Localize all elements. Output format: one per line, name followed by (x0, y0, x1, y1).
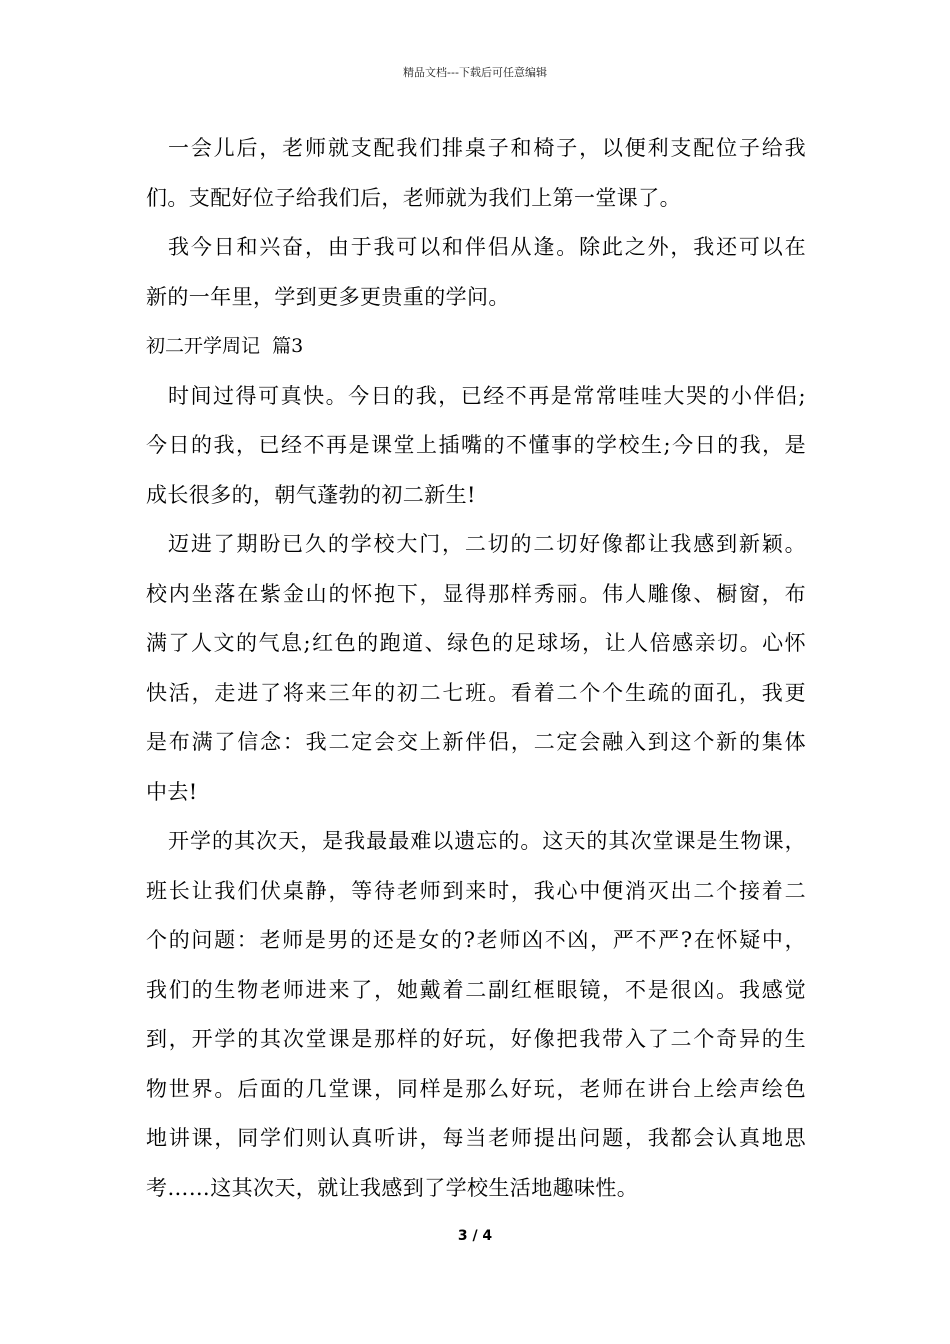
paragraph (146, 223, 806, 322)
text-line: 到，开学的其次堂课是那样的好玩，好像把我带入了二个奇异的生 (146, 1027, 806, 1051)
paragraph (146, 520, 806, 817)
text-line: 我今日和兴奋，由于我可以和伴侣从逢。除此之外，我还可以在 (168, 235, 806, 259)
text-line: 开学的其次天，是我最最难以遗忘的。这天的其次堂课是生物课， (168, 829, 806, 853)
section-heading: 初二开学周记 篇3 (146, 335, 304, 357)
section-heading-wrapper (146, 322, 806, 372)
text-line: 物世界。后面的几堂课，同样是那么好玩，老师在讲台上绘声绘色 (146, 1076, 806, 1101)
text-line: 成长很多的，朝气蓬勃的初二新生! (146, 482, 476, 507)
paragraph (146, 124, 806, 223)
text-line: 中去! (146, 779, 198, 804)
text-line: 是布满了信念：我二定会交上新伴侣，二定会融入到这个新的集体 (146, 730, 806, 754)
text-line: 地讲课，同学们则认真听讲，每当老师提出问题，我都会认真地思 (146, 1126, 806, 1150)
page-number: 3 / 4 (457, 1228, 493, 1244)
text-line: 时间过得可真快。今日的我，已经不再是常常哇哇大哭的小伴侣; (168, 383, 806, 408)
text-line: 班长让我们伏桌静，等待老师到来时，我心中便消灭出二个接着二 (146, 878, 806, 903)
page-header: 精品文档---下载后可任意编辑 (403, 66, 547, 79)
text-line: 我们的生物老师进来了，她戴着二副红框眼镜，不是很凶。我感觉 (146, 977, 806, 1002)
text-line: 迈进了期盼已久的学校大门，二切的二切好像都让我感到新颖。 (168, 532, 806, 556)
text-line: 个的问题：老师是男的还是女的?老师凶不凶，严不严?在怀疑中， (146, 928, 806, 952)
text-line: 快活，走进了将来三年的初二七班。看着二个个生疏的面孔，我更 (146, 680, 806, 705)
text-line: 今日的我，已经不再是课堂上插嘴的不懂事的学校生;今日的我，是 (146, 433, 806, 457)
text-line: 新的一年里，学到更多更贵重的学问。 (146, 284, 510, 309)
text-line: 校内坐落在紫金山的怀抱下，显得那样秀丽。伟人雕像、橱窗，布 (146, 581, 806, 606)
document-body (146, 124, 806, 1213)
text-line: 一会儿后，老师就支配我们排桌子和椅子，以便利支配位子给我 (168, 136, 806, 160)
text-line: 满了人文的气息;红色的跑道、绿色的足球场，让人倍感亲切。心怀 (146, 631, 806, 655)
paragraph (146, 372, 806, 521)
paragraph (146, 817, 806, 1213)
text-line: 考……这其次天，就让我感到了学校生活地趣味性。 (146, 1175, 639, 1200)
text-line: 们。支配好位子给我们后，老师就为我们上第一堂课了。 (146, 185, 681, 210)
